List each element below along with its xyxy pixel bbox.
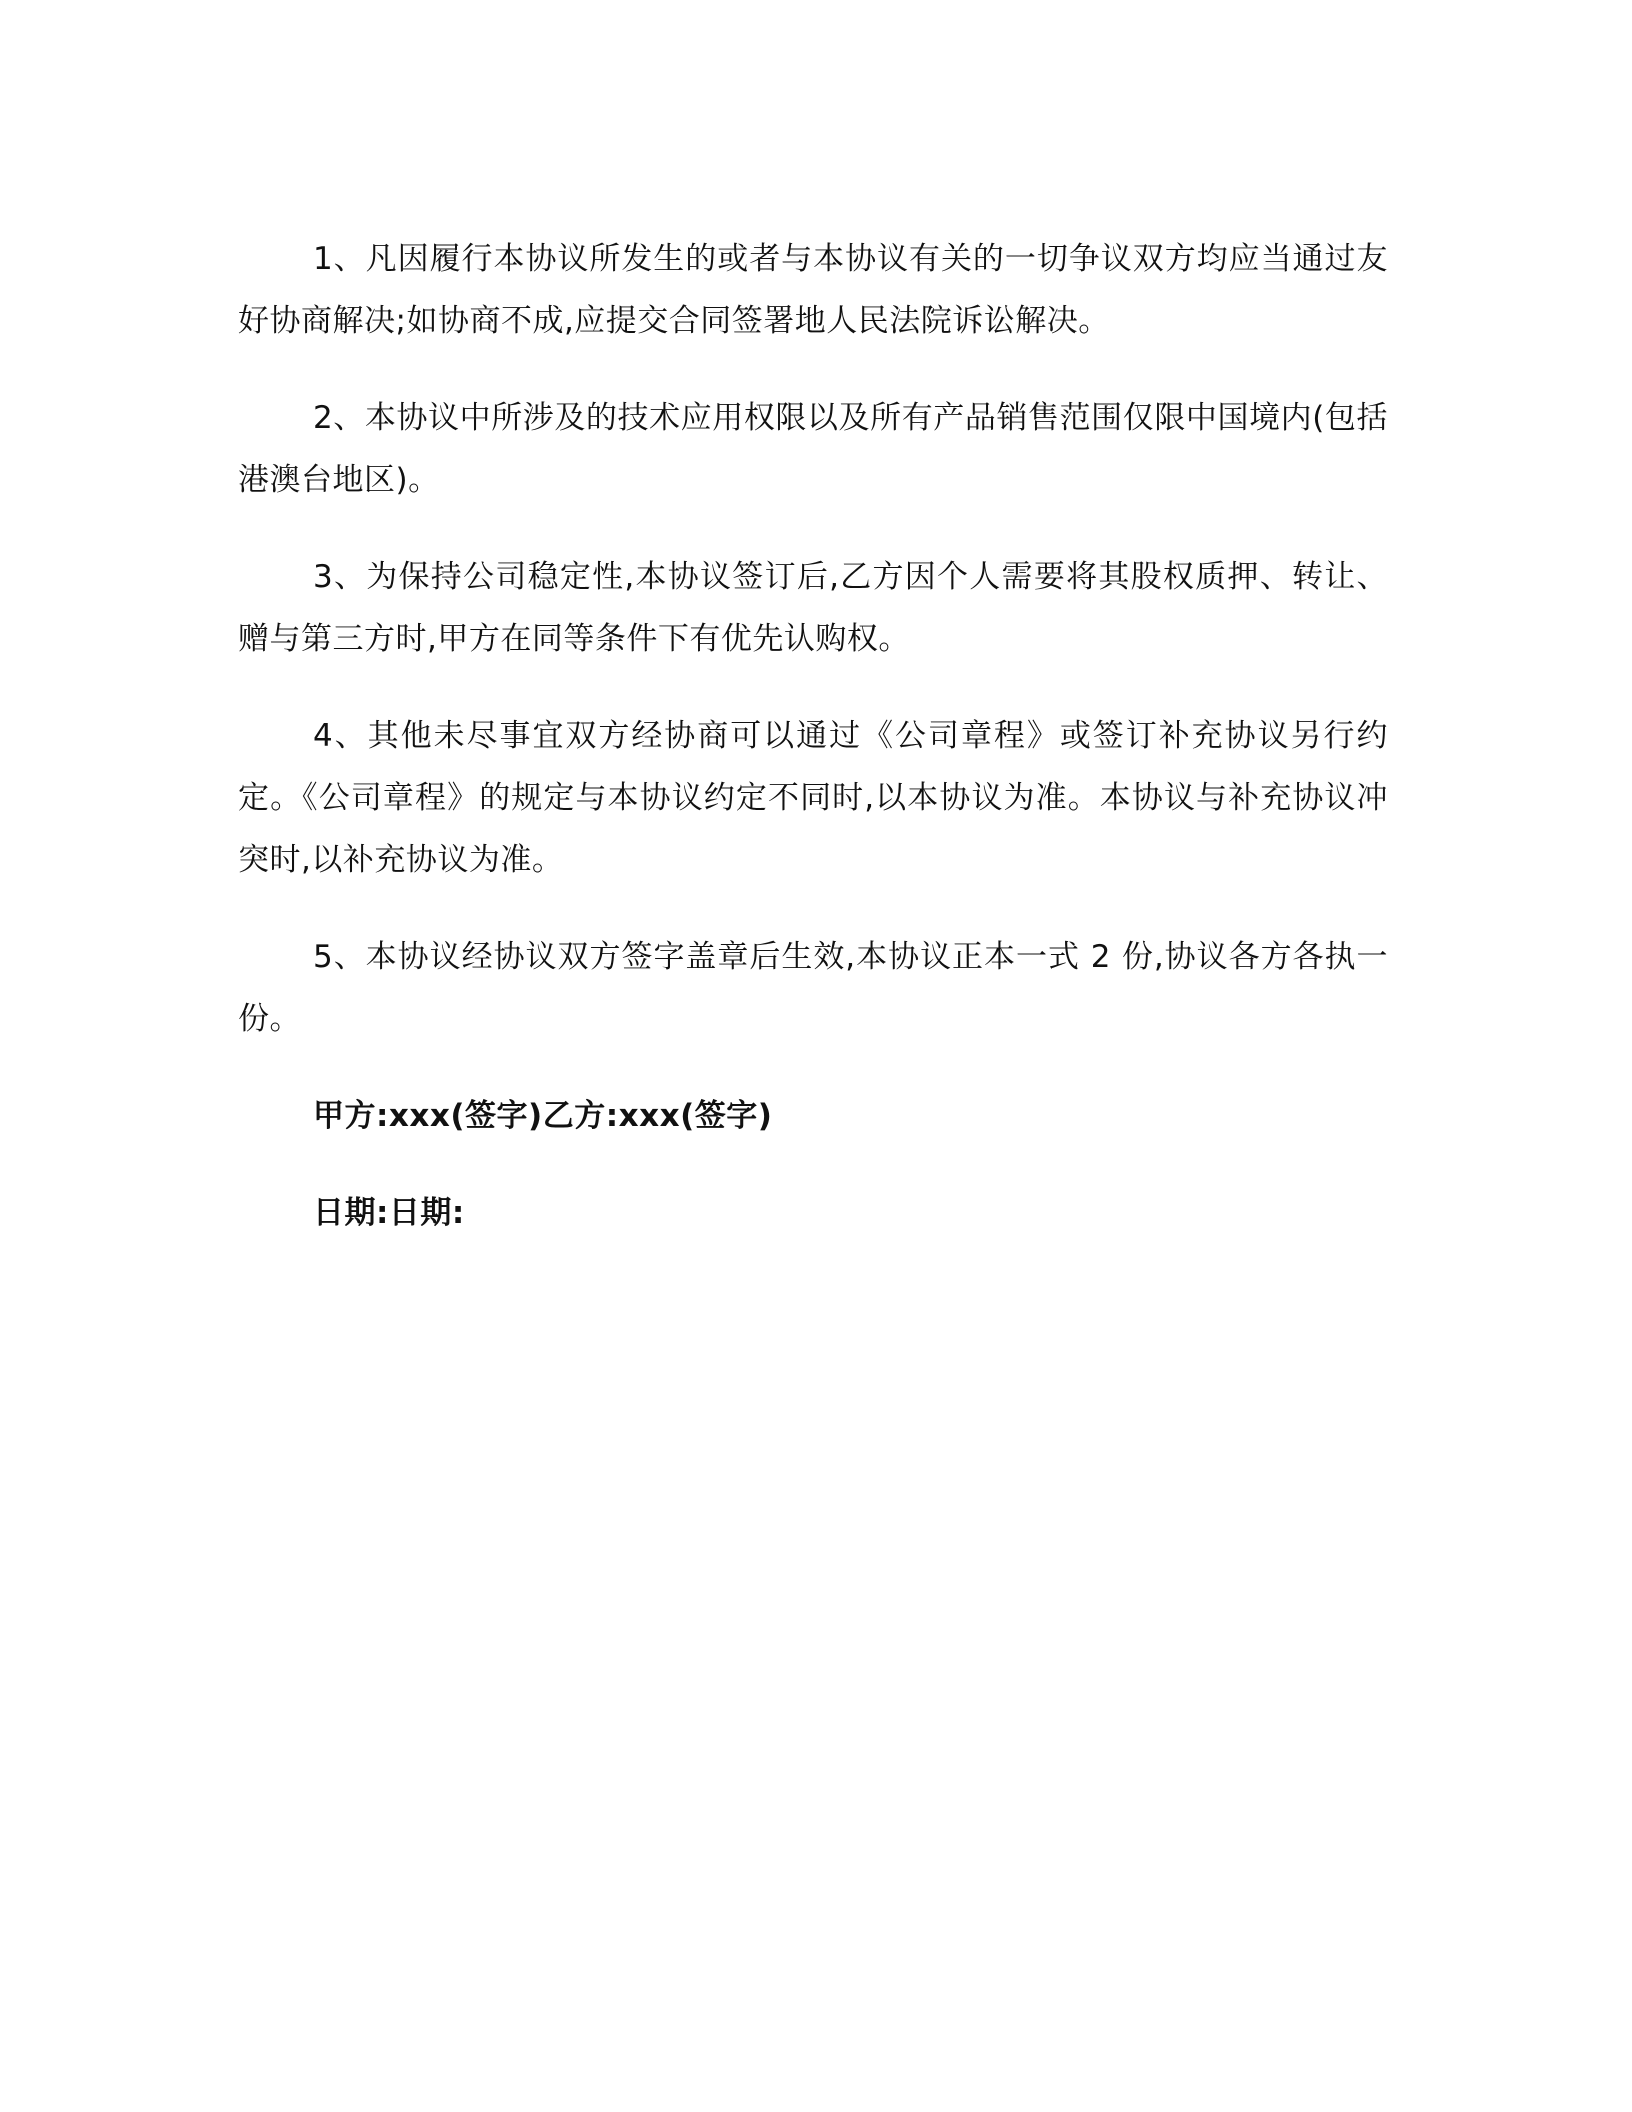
document-body xyxy=(238,228,1388,1279)
clause-4: 4、其他未尽事宜双方经协商可以通过《公司章程》或签订补充协议另行约定。《公司章程》的规定与本协议约定不同时,以本协议为准。本协议与补充协议冲突时,以补充协议为准。 xyxy=(238,718,1388,878)
clause-3: 3、为保持公司稳定性,本协议签订后,乙方因个人需要将其股权质押、转让、赠与第三方时,甲方在同等条件下有优先认购权。 xyxy=(238,559,1388,657)
clause-2: 2、本协议中所涉及的技术应用权限以及所有产品销售范围仅限中国境内(包括港澳台地区)。 xyxy=(238,400,1388,498)
signature-line: 甲方:xxx(签字)乙方:xxx(签字) xyxy=(313,1098,773,1134)
clause-1: 1、凡因履行本协议所发生的或者与本协议有关的一切争议双方均应当通过友好协商解决;如协商不成,应提交合同签署地人民法院诉讼解决。 xyxy=(238,241,1388,339)
date-line: 日期:日期: xyxy=(313,1195,465,1231)
clause-5: 5、本协议经协议双方签字盖章后生效,本协议正本一式 2 份,协议各方各执一份。 xyxy=(238,939,1388,1037)
